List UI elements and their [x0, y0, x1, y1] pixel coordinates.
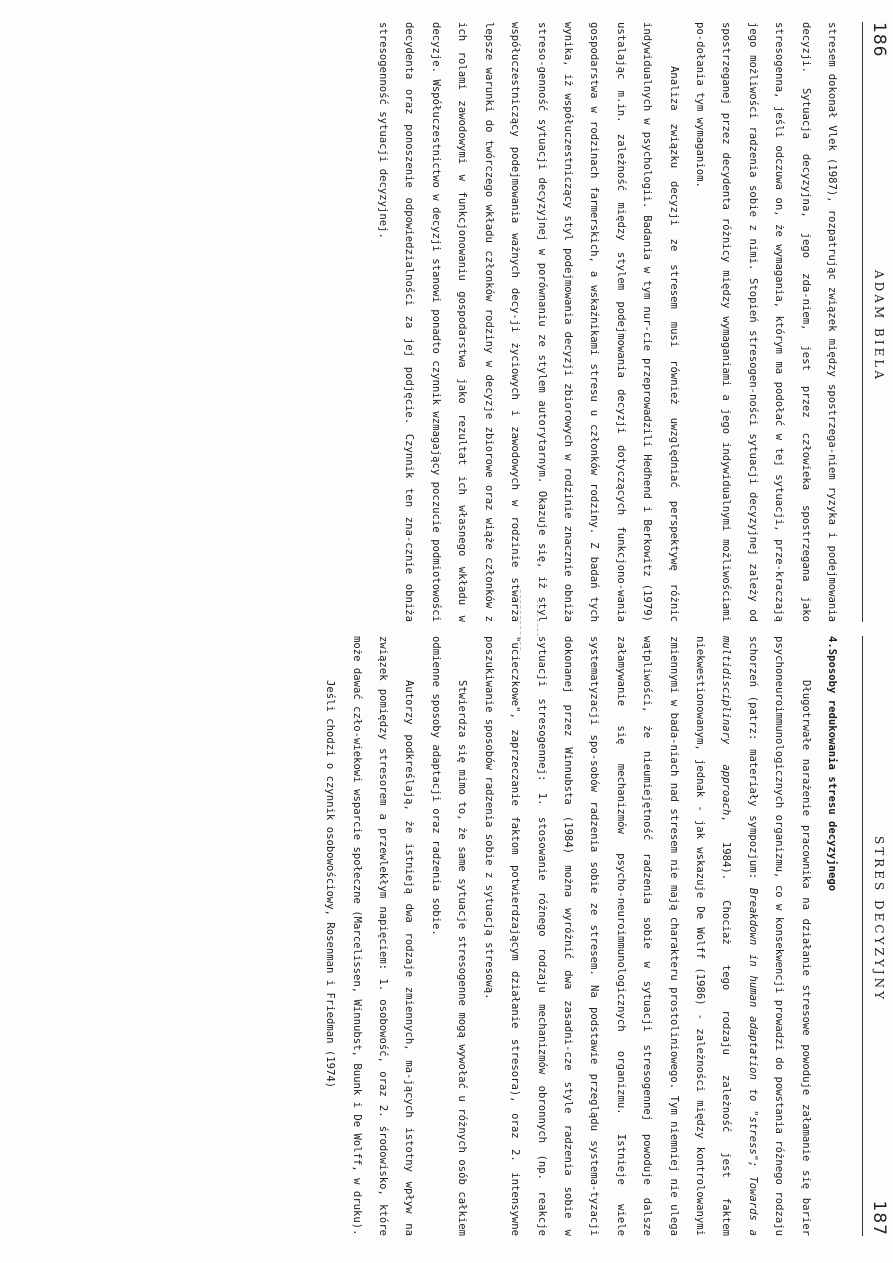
paragraph: Stwierdza się mimo to, że same sytuacje stresogenne mogą wywołać u różnych osób całkiem odmienne sposoby adaptacji oraz radzenia sobie.	[429, 636, 469, 1236]
right-page-body	[317, 636, 845, 1236]
page-number: 187	[869, 1200, 889, 1236]
paragraph	[475, 636, 818, 1236]
paragraph: stresem dokonał Vlek (1987), rozpatrując związek między spostrzega-niem ryzyka i podejmowania decyzji. Sytuacja decyzyjna, jego zda-niem, jest przez człowieka spostrzegana jako stresogenna, jeśli odczuwa on, że wymagania, którym ma podołać w tej sytuacji, prze-kraczają jego możliwości radzenia sobie z nimi. Stopień stresogen-ności sytuacji decyzyjnej zależy od spostrzeganej przez decydenta różnicy między wymaganiami a jego indywidualnymi możliwościami po-dołania tym wymaganiom.	[693, 22, 838, 622]
paragraph: Analiza związku decyzji ze stresem musi również uwzględniać perspektywę różnic indywidualnych w psychologii. Badania w tym nur-cie przeprowadzili Hedhend i Berkowitz (1979) ustalając m.in. zależność między stylem podejmowania decyzji dotyczących funkcjono-wania gospodarstwa w rodzinach farmerskich, a wskaźnikami stresu u członków rodziny. Z badań tych wynika, iż współuczestniczący styl podejmowania decyzji zbiorowych w rodzinie znacznie obniża streso-genność sytuacji decyzyjnej w porównaniu ze stylem autorytarnym. Okazuje się, iż styl współuczestniczący podejmowania ważnych decy-ji życiowych i zawodowych w rodzinie stwarza lepsze warunki do twórczego wkładu członków rodziny w decyzje zbiorowe oraz wiąże członków z ich rolami zawodowymi w funkcjonowaniu gospodarstwa jako rezultat ich własnego wkładu w decyzje. Współuczestnictwo w decyzji stanowi ponadto czynnik wzmagający poczucie podmiotowości decydenta oraz ponoszenie odpowiedzialności za jej podjęcie. Czynnik ten zna-cznie obniża stresogenność sytuacji decyzyjnej.	[377, 22, 680, 622]
paragraph: Autorzy podkreślają, że istnieją dwa rodzaje zmiennych, ma-jących istotny wpływ na związek pomiędzy stresorem a przewlekłym napięciem: 1. osobowość, oraz 2. środowisko, które może dawać czło-wiekowi wsparcie społeczne (Marcelissen, Winnubst, Buunk i De Wolff, w druku).	[350, 636, 416, 1236]
running-head-author: ADAM BIELA	[872, 270, 886, 383]
left-page-body	[370, 22, 845, 622]
section-heading: 4.Sposoby redukowania stresu decyzyjnego	[826, 636, 838, 892]
page-number: 186	[869, 22, 889, 58]
right-page-header	[853, 636, 893, 1236]
paragraph-text: Długotrwałe narażenie pracownika na działanie stresowe powoduje załamanie się barier psychoneuroimmunologicznych organizmu, co w konsekwencji prowadzi do powstania różnego rodzaju schorzeń (patrz: materiały sympozjum:	[746, 636, 812, 1236]
right-page	[0, 636, 893, 1236]
paragraph: Jeśli chodzi o czynnik osobowościowy, Rosenman i Friedman (1974)	[324, 680, 337, 1089]
left-page-header	[853, 22, 893, 622]
header-rule	[862, 22, 863, 622]
left-page	[0, 22, 893, 622]
gutter-mark	[534, 600, 538, 636]
paragraph-text: , 1984). Chociaż tego rodzaju zależność jest faktem niekwestionowanym, jednak - jak wskazuje De Wolff (1986) - zależności między kontrolowanymi zmiennymi w bada-niach nad stresem nie mają charakteru prostoliniowego. Tym niemniej nie ulega wątpliwości, że nieumiejętność radzenia sobie w sytuacji stresogennej powoduje dalsze załamywanie się mechanizmów psycho-neuroimmunologicznych organizmu. Istnieje wiele systematyzacji spo-sobów radzenia sobie ze stresem. Na podstawie przeglądu systema-tyzacji dokonanej przez Winnubsta (1984) można wyróżnić dwa zasadni-cze style radzenia sobie w sytuacji stresogennej: 1. stosowanie różnego rodzaju mechanizmów obronnych (np. reakcje "ucieczkowe", zaprzeczanie faktom potwierdzającym działanie stresora), oraz 2. intensywne poszukiwanie sposobów radzenia sobie z sytuacją stresową.	[482, 636, 733, 1237]
running-head-title: STRES DECYZYJNY	[872, 836, 886, 1003]
symposium-title: Breakdown in human adaptation to "stress"; Towards a multidisciplinary approach	[720, 636, 759, 1236]
header-rule	[862, 636, 863, 1236]
